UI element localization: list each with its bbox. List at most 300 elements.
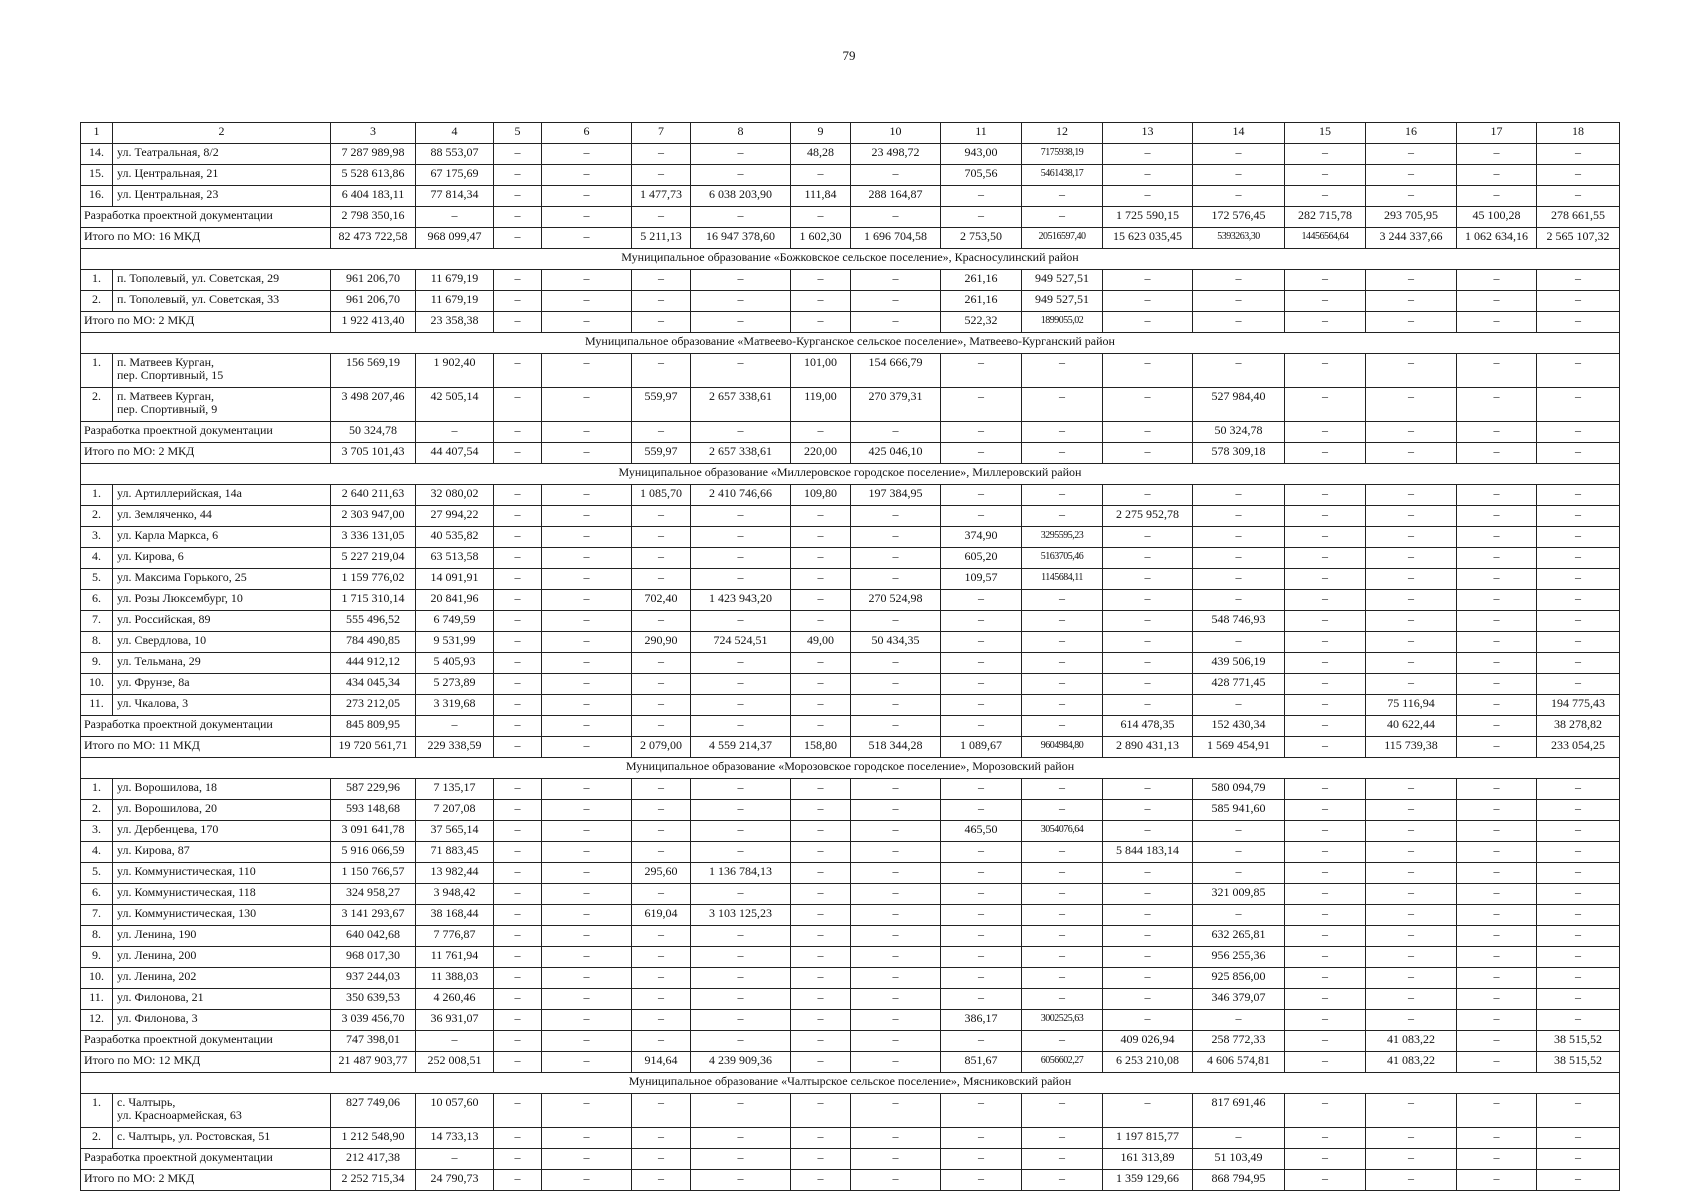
- value-cell: 3054076,64: [1022, 821, 1103, 842]
- value-cell: –: [632, 270, 691, 291]
- summary-label: Итого по МО: 11 МКД: [81, 737, 331, 758]
- value-cell: –: [1457, 905, 1537, 926]
- value-cell: 5 227 219,04: [331, 548, 416, 569]
- value-cell: –: [542, 800, 632, 821]
- row-index: 9.: [81, 947, 113, 968]
- value-cell: –: [691, 270, 791, 291]
- value-cell: –: [851, 1031, 941, 1052]
- value-cell: –: [851, 716, 941, 737]
- value-cell: –: [632, 165, 691, 186]
- value-cell: –: [1366, 144, 1457, 165]
- value-cell: –: [691, 653, 791, 674]
- value-cell: –: [1537, 842, 1620, 863]
- value-cell: –: [1366, 388, 1457, 422]
- value-cell: 115 739,38: [1366, 737, 1457, 758]
- row-index: 1.: [81, 354, 113, 388]
- value-cell: –: [1537, 506, 1620, 527]
- value-cell: –: [1457, 527, 1537, 548]
- value-cell: –: [1537, 905, 1620, 926]
- address-line: ул. Центральная, 23: [117, 187, 219, 201]
- address-cell: [113, 144, 331, 165]
- value-cell: –: [791, 989, 851, 1010]
- value-cell: –: [1193, 1128, 1285, 1149]
- value-cell: –: [1285, 527, 1366, 548]
- value-cell: –: [1022, 388, 1103, 422]
- value-cell: –: [494, 926, 542, 947]
- value-cell: –: [1366, 165, 1457, 186]
- value-cell: –: [1457, 1031, 1537, 1052]
- value-cell: –: [542, 569, 632, 590]
- value-cell: –: [1022, 590, 1103, 611]
- address-cell: [113, 863, 331, 884]
- value-cell: –: [941, 632, 1022, 653]
- value-cell: –: [494, 863, 542, 884]
- address-line: ул. Ленина, 202: [117, 969, 197, 983]
- value-cell: 1 159 776,02: [331, 569, 416, 590]
- value-cell: –: [941, 186, 1022, 207]
- value-cell: –: [941, 354, 1022, 388]
- address-line: ул. Свердлова, 10: [117, 633, 207, 647]
- value-cell: –: [1022, 800, 1103, 821]
- value-cell: –: [691, 800, 791, 821]
- address-cell: [113, 884, 331, 905]
- value-cell: –: [1103, 569, 1193, 590]
- table-row: [81, 695, 1620, 716]
- value-cell: 7 135,17: [416, 779, 494, 800]
- value-cell: 465,50: [941, 821, 1022, 842]
- value-cell: 7 287 989,98: [331, 144, 416, 165]
- row-index: 1.: [81, 485, 113, 506]
- value-cell: 194 775,43: [1537, 695, 1620, 716]
- value-cell: –: [1103, 674, 1193, 695]
- address-cell: [113, 1128, 331, 1149]
- row-index: 6.: [81, 590, 113, 611]
- value-cell: –: [1193, 186, 1285, 207]
- value-cell: 518 344,28: [851, 737, 941, 758]
- value-cell: 1 602,30: [791, 228, 851, 249]
- value-cell: –: [851, 695, 941, 716]
- value-cell: –: [691, 674, 791, 695]
- value-cell: –: [1103, 354, 1193, 388]
- value-cell: –: [1457, 354, 1537, 388]
- value-cell: –: [1193, 354, 1285, 388]
- section-header-row: [81, 249, 1620, 270]
- value-cell: –: [1366, 1094, 1457, 1128]
- row-index: 2.: [81, 800, 113, 821]
- value-cell: 4 606 574,81: [1193, 1052, 1285, 1073]
- value-cell: –: [1022, 611, 1103, 632]
- value-cell: 38 278,82: [1537, 716, 1620, 737]
- address-cell: [113, 947, 331, 968]
- value-cell: –: [632, 884, 691, 905]
- value-cell: –: [1022, 354, 1103, 388]
- summary-label: Итого по МО: 16 МКД: [81, 228, 331, 249]
- value-cell: –: [1193, 632, 1285, 653]
- value-cell: –: [851, 569, 941, 590]
- section-header-row: [81, 758, 1620, 779]
- value-cell: –: [494, 737, 542, 758]
- value-cell: –: [941, 674, 1022, 695]
- address-cell: [113, 548, 331, 569]
- value-cell: –: [1022, 1170, 1103, 1191]
- value-cell: 261,16: [941, 270, 1022, 291]
- value-cell: –: [941, 968, 1022, 989]
- value-cell: –: [1193, 506, 1285, 527]
- value-cell: –: [1366, 527, 1457, 548]
- value-cell: –: [494, 527, 542, 548]
- value-cell: –: [494, 632, 542, 653]
- value-cell: –: [1285, 779, 1366, 800]
- value-cell: 605,20: [941, 548, 1022, 569]
- value-cell: –: [632, 422, 691, 443]
- value-cell: –: [791, 821, 851, 842]
- value-cell: –: [416, 1031, 494, 1052]
- value-cell: –: [1193, 863, 1285, 884]
- value-cell: –: [1103, 905, 1193, 926]
- value-cell: –: [494, 800, 542, 821]
- row-index: 11.: [81, 695, 113, 716]
- value-cell: 1 902,40: [416, 354, 494, 388]
- value-cell: –: [791, 863, 851, 884]
- data-table: [80, 122, 1620, 1191]
- value-cell: 67 175,69: [416, 165, 494, 186]
- value-cell: –: [1022, 653, 1103, 674]
- value-cell: 5 844 183,14: [1103, 842, 1193, 863]
- row-index: 2.: [81, 388, 113, 422]
- value-cell: 212 417,38: [331, 1149, 416, 1170]
- value-cell: –: [1103, 989, 1193, 1010]
- table-row: [81, 779, 1620, 800]
- value-cell: 961 206,70: [331, 270, 416, 291]
- table-row: [81, 506, 1620, 527]
- value-cell: 11 679,19: [416, 291, 494, 312]
- value-cell: 559,97: [632, 388, 691, 422]
- column-header: 18: [1537, 123, 1620, 144]
- value-cell: 578 309,18: [1193, 443, 1285, 464]
- value-cell: 77 814,34: [416, 186, 494, 207]
- value-cell: 41 083,22: [1366, 1031, 1457, 1052]
- value-cell: 868 794,95: [1193, 1170, 1285, 1191]
- value-cell: –: [1366, 863, 1457, 884]
- address-cell: [113, 527, 331, 548]
- value-cell: –: [941, 779, 1022, 800]
- value-cell: –: [632, 695, 691, 716]
- value-cell: –: [1285, 926, 1366, 947]
- value-cell: –: [1457, 312, 1537, 333]
- value-cell: 1 725 590,15: [1103, 207, 1193, 228]
- value-cell: –: [941, 926, 1022, 947]
- column-header: 5: [494, 123, 542, 144]
- value-cell: –: [1457, 926, 1537, 947]
- value-cell: –: [1103, 270, 1193, 291]
- value-cell: –: [851, 863, 941, 884]
- value-cell: –: [542, 165, 632, 186]
- value-cell: –: [632, 1170, 691, 1191]
- value-cell: –: [691, 611, 791, 632]
- value-cell: –: [791, 506, 851, 527]
- value-cell: 20516597,40: [1022, 228, 1103, 249]
- value-cell: –: [691, 842, 791, 863]
- table-row: [81, 653, 1620, 674]
- value-cell: –: [691, 506, 791, 527]
- value-cell: –: [691, 422, 791, 443]
- section-header-row: [81, 333, 1620, 354]
- value-cell: –: [1022, 1031, 1103, 1052]
- value-cell: –: [691, 1128, 791, 1149]
- value-cell: –: [941, 863, 1022, 884]
- value-cell: –: [1457, 1010, 1537, 1031]
- value-cell: –: [1366, 569, 1457, 590]
- value-cell: 38 168,44: [416, 905, 494, 926]
- value-cell: –: [632, 947, 691, 968]
- value-cell: 2 410 746,66: [691, 485, 791, 506]
- address-line-2: пер. Спортивный, 9: [117, 402, 218, 416]
- value-cell: 374,90: [941, 527, 1022, 548]
- column-header: 7: [632, 123, 691, 144]
- value-cell: –: [791, 590, 851, 611]
- value-cell: –: [791, 611, 851, 632]
- table-row: [81, 548, 1620, 569]
- value-cell: 1 136 784,13: [691, 863, 791, 884]
- address-line: п. Тополевый, ул. Советская, 33: [117, 292, 280, 306]
- value-cell: 845 809,95: [331, 716, 416, 737]
- value-cell: –: [691, 1170, 791, 1191]
- value-cell: –: [791, 527, 851, 548]
- value-cell: –: [1366, 779, 1457, 800]
- value-cell: 968 099,47: [416, 228, 494, 249]
- value-cell: 6 404 183,11: [331, 186, 416, 207]
- value-cell: –: [494, 186, 542, 207]
- value-cell: 270 524,98: [851, 590, 941, 611]
- value-cell: 9604984,80: [1022, 737, 1103, 758]
- value-cell: –: [494, 228, 542, 249]
- value-cell: –: [1103, 800, 1193, 821]
- value-cell: –: [1193, 1010, 1285, 1031]
- value-cell: –: [1285, 905, 1366, 926]
- value-cell: 1 150 766,57: [331, 863, 416, 884]
- value-cell: 1 359 129,66: [1103, 1170, 1193, 1191]
- value-cell: 2 565 107,32: [1537, 228, 1620, 249]
- value-cell: 3 705 101,43: [331, 443, 416, 464]
- value-cell: 555 496,52: [331, 611, 416, 632]
- value-cell: –: [851, 506, 941, 527]
- value-cell: 261,16: [941, 291, 1022, 312]
- address-line: ул. Ворошилова, 20: [117, 801, 217, 815]
- summary-label: Разработка проектной документации: [81, 1031, 331, 1052]
- value-cell: 111,84: [791, 186, 851, 207]
- value-cell: –: [851, 884, 941, 905]
- table-row: [81, 1010, 1620, 1031]
- table-row: [81, 388, 1620, 422]
- column-header: 17: [1457, 123, 1537, 144]
- value-cell: –: [1103, 695, 1193, 716]
- table-row: [81, 291, 1620, 312]
- value-cell: –: [1537, 165, 1620, 186]
- value-cell: 321 009,85: [1193, 884, 1285, 905]
- value-cell: 82 473 722,58: [331, 228, 416, 249]
- value-cell: –: [1285, 548, 1366, 569]
- value-cell: 3 141 293,67: [331, 905, 416, 926]
- table-row: [81, 800, 1620, 821]
- address-line: ул. Земляченко, 44: [117, 507, 212, 521]
- value-cell: –: [941, 207, 1022, 228]
- value-cell: –: [494, 947, 542, 968]
- value-cell: –: [1103, 485, 1193, 506]
- value-cell: –: [691, 165, 791, 186]
- value-cell: –: [1537, 354, 1620, 388]
- value-cell: –: [632, 1128, 691, 1149]
- value-cell: –: [851, 165, 941, 186]
- value-cell: 5 211,13: [632, 228, 691, 249]
- address-cell: [113, 674, 331, 695]
- value-cell: –: [632, 312, 691, 333]
- value-cell: –: [1022, 674, 1103, 695]
- value-cell: 14 733,13: [416, 1128, 494, 1149]
- value-cell: –: [941, 842, 1022, 863]
- value-cell: 6 253 210,08: [1103, 1052, 1193, 1073]
- value-cell: –: [1457, 485, 1537, 506]
- value-cell: –: [1457, 270, 1537, 291]
- value-cell: –: [542, 968, 632, 989]
- value-cell: –: [791, 165, 851, 186]
- value-cell: –: [1022, 207, 1103, 228]
- value-cell: 444 912,12: [331, 653, 416, 674]
- value-cell: –: [1103, 422, 1193, 443]
- value-cell: 1145684,11: [1022, 569, 1103, 590]
- value-cell: –: [691, 569, 791, 590]
- summary-label: Итого по МО: 2 МКД: [81, 312, 331, 333]
- value-cell: 36 931,07: [416, 1010, 494, 1031]
- value-cell: –: [1285, 653, 1366, 674]
- address-cell: [113, 842, 331, 863]
- value-cell: –: [494, 485, 542, 506]
- value-cell: 5 405,93: [416, 653, 494, 674]
- address-line-2: ул. Красноармейская, 63: [117, 1108, 242, 1122]
- value-cell: –: [1537, 1010, 1620, 1031]
- value-cell: –: [1537, 291, 1620, 312]
- address-cell: [113, 354, 331, 388]
- row-index: 12.: [81, 1010, 113, 1031]
- address-line: ул. Чкалова, 3: [117, 696, 189, 710]
- value-cell: –: [1537, 548, 1620, 569]
- value-cell: –: [941, 989, 1022, 1010]
- value-cell: 293 705,95: [1366, 207, 1457, 228]
- value-cell: –: [691, 1149, 791, 1170]
- value-cell: –: [1457, 506, 1537, 527]
- value-cell: –: [632, 144, 691, 165]
- value-cell: 49,00: [791, 632, 851, 653]
- address-cell: [113, 485, 331, 506]
- value-cell: –: [1285, 186, 1366, 207]
- value-cell: –: [494, 1094, 542, 1128]
- value-cell: –: [851, 989, 941, 1010]
- value-cell: 101,00: [791, 354, 851, 388]
- value-cell: –: [941, 1170, 1022, 1191]
- summary-row: [81, 716, 1620, 737]
- value-cell: 1899055,02: [1022, 312, 1103, 333]
- value-cell: –: [1022, 863, 1103, 884]
- value-cell: –: [1103, 632, 1193, 653]
- value-cell: –: [542, 186, 632, 207]
- value-cell: –: [1285, 632, 1366, 653]
- address-cell: [113, 632, 331, 653]
- value-cell: –: [1537, 1128, 1620, 1149]
- section-title: Муниципальное образование «Матвеево-Курганское сельское поселение», Матвеево-Курганский район: [81, 333, 1620, 354]
- value-cell: –: [1022, 905, 1103, 926]
- value-cell: 158,80: [791, 737, 851, 758]
- column-header: 3: [331, 123, 416, 144]
- value-cell: –: [1457, 443, 1537, 464]
- row-index: 1.: [81, 270, 113, 291]
- value-cell: –: [791, 695, 851, 716]
- value-cell: 278 661,55: [1537, 207, 1620, 228]
- value-cell: –: [1103, 1094, 1193, 1128]
- value-cell: –: [941, 506, 1022, 527]
- value-cell: 220,00: [791, 443, 851, 464]
- value-cell: –: [1457, 653, 1537, 674]
- row-index: 7.: [81, 905, 113, 926]
- value-cell: –: [941, 1149, 1022, 1170]
- value-cell: 282 715,78: [1285, 207, 1366, 228]
- value-cell: –: [1285, 821, 1366, 842]
- value-cell: –: [1457, 1094, 1537, 1128]
- value-cell: –: [1537, 800, 1620, 821]
- value-cell: –: [632, 1010, 691, 1031]
- value-cell: –: [1366, 443, 1457, 464]
- table-row: [81, 821, 1620, 842]
- value-cell: –: [1103, 863, 1193, 884]
- value-cell: –: [542, 863, 632, 884]
- row-index: 5.: [81, 569, 113, 590]
- row-index: 14.: [81, 144, 113, 165]
- value-cell: –: [1103, 611, 1193, 632]
- value-cell: 580 094,79: [1193, 779, 1285, 800]
- value-cell: 51 103,49: [1193, 1149, 1285, 1170]
- address-line: ул. Дербенцева, 170: [117, 822, 219, 836]
- value-cell: –: [494, 653, 542, 674]
- value-cell: –: [1022, 1094, 1103, 1128]
- value-cell: –: [1022, 695, 1103, 716]
- value-cell: –: [632, 779, 691, 800]
- value-cell: 324 958,27: [331, 884, 416, 905]
- value-cell: –: [1457, 1170, 1537, 1191]
- value-cell: –: [1537, 422, 1620, 443]
- value-cell: 2 753,50: [941, 228, 1022, 249]
- value-cell: –: [1537, 569, 1620, 590]
- value-cell: 270 379,31: [851, 388, 941, 422]
- value-cell: –: [1285, 737, 1366, 758]
- value-cell: –: [851, 800, 941, 821]
- value-cell: 9 531,99: [416, 632, 494, 653]
- value-cell: –: [851, 653, 941, 674]
- value-cell: –: [494, 842, 542, 863]
- value-cell: –: [542, 1052, 632, 1073]
- value-cell: –: [1193, 270, 1285, 291]
- value-cell: 5 528 613,86: [331, 165, 416, 186]
- value-cell: –: [1457, 779, 1537, 800]
- value-cell: 50 324,78: [1193, 422, 1285, 443]
- value-cell: –: [1285, 1094, 1366, 1128]
- column-header: 10: [851, 123, 941, 144]
- value-cell: –: [791, 884, 851, 905]
- summary-row: [81, 443, 1620, 464]
- value-cell: –: [851, 207, 941, 228]
- value-cell: –: [941, 1128, 1022, 1149]
- address-cell: [113, 165, 331, 186]
- value-cell: –: [1537, 653, 1620, 674]
- value-cell: 587 229,96: [331, 779, 416, 800]
- value-cell: –: [494, 1149, 542, 1170]
